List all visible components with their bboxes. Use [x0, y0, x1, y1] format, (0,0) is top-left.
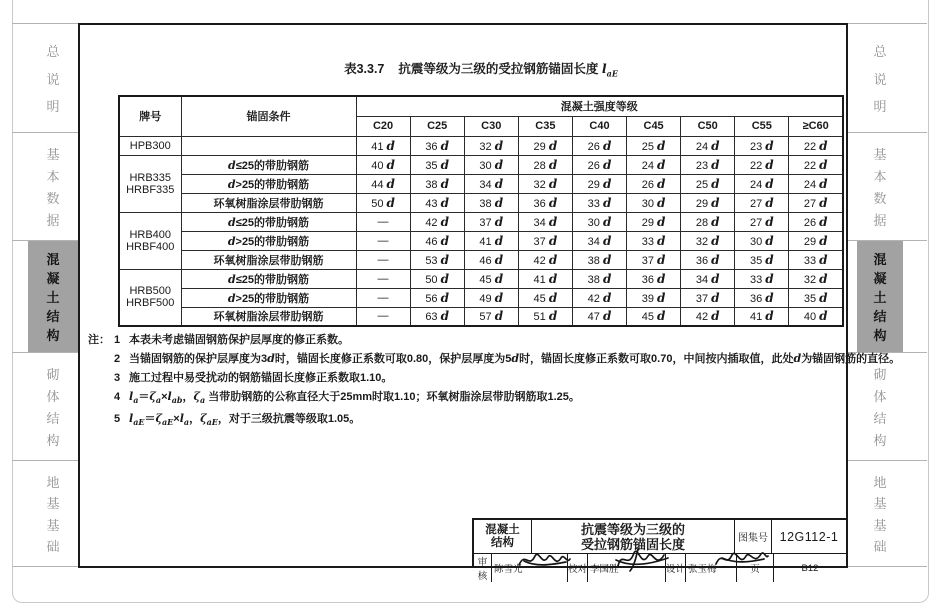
- anchorage-value-cell: 26 d: [627, 174, 681, 193]
- sidebar-item-label: 混 凝 土 结 构: [873, 252, 887, 343]
- sidebar-item-label: 总 说 明: [46, 43, 60, 115]
- anchorage-value-cell: 22 d: [789, 136, 843, 155]
- anchorage-value-cell: 33 d: [735, 269, 789, 288]
- strength-grade-header: C40: [572, 116, 626, 136]
- anchorage-value-cell: 26 d: [572, 155, 626, 174]
- symbol-laE: l: [601, 61, 607, 76]
- anchorage-value-cell: 26 d: [572, 136, 626, 155]
- anchorage-value-cell: 33 d: [627, 231, 681, 250]
- anchorage-value-cell: 56 d: [410, 288, 464, 307]
- anchorage-value-cell: 29 d: [572, 174, 626, 193]
- anchorage-value-cell: 38 d: [464, 193, 518, 212]
- anchorage-value-cell: 46 d: [410, 231, 464, 250]
- designer-name: 张玉梅: [686, 554, 737, 582]
- sidebar-item-4-left[interactable]: [12, 352, 78, 460]
- condition-cell: d≤25的带肋钢筋: [181, 155, 356, 174]
- anchorage-value-cell: 41 d: [356, 136, 410, 155]
- anchorage-value-cell: 34 d: [464, 174, 518, 193]
- strength-grade-header: ≥C60: [789, 116, 843, 136]
- anchorage-value-cell: 38 d: [572, 269, 626, 288]
- atlas-no-label: 图集号: [735, 520, 772, 553]
- designer-label: 设计: [666, 554, 686, 582]
- anchorage-value-cell: 34 d: [518, 212, 572, 231]
- anchorage-value-cell: 45 d: [464, 269, 518, 288]
- anchorage-value-cell: 42 d: [681, 307, 735, 326]
- sidebar-item-label: 基 本 数 据: [46, 147, 60, 228]
- anchorage-value-cell: 27 d: [735, 193, 789, 212]
- anchorage-value-cell: 32 d: [681, 231, 735, 250]
- anchorage-value-cell: 27 d: [789, 193, 843, 212]
- anchorage-value-cell: 36 d: [627, 269, 681, 288]
- note-item: 5 $l_{aE}=\zeta_{aE}\times l_a$，$\zeta_{aE}$，对于三级抗震等级取1.05。: [114, 412, 361, 428]
- sidebar-item-5-left[interactable]: [12, 460, 78, 567]
- page-label: 页: [737, 554, 774, 582]
- anchorage-value-cell: 30 d: [627, 193, 681, 212]
- anchorage-value-cell: 33 d: [572, 193, 626, 212]
- condition-cell: d≤25的带肋钢筋: [181, 212, 356, 231]
- anchorage-value-cell: 40 d: [789, 307, 843, 326]
- anchorage-value-cell: 38 d: [572, 250, 626, 269]
- anchorage-value-cell: 57 d: [464, 307, 518, 326]
- table-caption: 表3.3.7 抗震等级为三级的受拉钢筋锚固长度 $l_{aE}$: [344, 61, 618, 79]
- strength-grade-header: C55: [735, 116, 789, 136]
- anchorage-value-cell: 29 d: [681, 193, 735, 212]
- anchorage-value-cell: 30 d: [572, 212, 626, 231]
- anchorage-value-cell: 32 d: [518, 174, 572, 193]
- anchorage-value-cell: 38 d: [410, 174, 464, 193]
- sidebar-item-label: 混 凝 土 结 构: [46, 252, 60, 343]
- sidebar-item-3-right[interactable]: [848, 240, 927, 352]
- condition-cell: d>25的带肋钢筋: [181, 174, 356, 193]
- anchorage-value-cell: 35 d: [789, 288, 843, 307]
- condition-cell: d≤25的带肋钢筋: [181, 269, 356, 288]
- anchorage-value-cell: 50 d: [356, 193, 410, 212]
- anchorage-value-cell: —: [356, 231, 410, 250]
- anchorage-value-cell: 45 d: [627, 307, 681, 326]
- anchorage-value-cell: 34 d: [681, 269, 735, 288]
- sidebar-item-1-left[interactable]: [12, 23, 78, 132]
- table-row: [119, 174, 843, 193]
- sidebar-item-label: 地 基 基 础: [46, 474, 60, 555]
- table-row: [119, 136, 843, 155]
- anchorage-value-cell: 25 d: [681, 174, 735, 193]
- anchorage-value-cell: 32 d: [464, 136, 518, 155]
- condition-cell: 环氧树脂涂层带肋钢筋: [181, 307, 356, 326]
- strength-grade-header: C35: [518, 116, 572, 136]
- checker-signature-scribble: [612, 546, 672, 573]
- anchorage-value-cell: 39 d: [627, 288, 681, 307]
- anchorage-value-cell: 41 d: [518, 269, 572, 288]
- anchorage-value-cell: 28 d: [518, 155, 572, 174]
- condition-cell: d>25的带肋钢筋: [181, 231, 356, 250]
- sidebar-item-4-right[interactable]: [848, 352, 927, 460]
- anchorage-value-cell: 23 d: [735, 136, 789, 155]
- anchorage-value-cell: —: [356, 212, 410, 231]
- grade-cell: HPB300: [119, 136, 181, 155]
- anchorage-value-cell: 22 d: [789, 155, 843, 174]
- sheet-title: 抗震等级为三级的 受拉钢筋锚固长度: [532, 520, 735, 553]
- table-row: [119, 193, 843, 212]
- anchorage-value-cell: 43 d: [410, 193, 464, 212]
- table-row: [119, 288, 843, 307]
- anchorage-value-cell: 49 d: [464, 288, 518, 307]
- anchorage-value-cell: —: [356, 288, 410, 307]
- condition-cell: 环氧树脂涂层带肋钢筋: [181, 250, 356, 269]
- checker-name: 李国胜: [588, 554, 666, 582]
- anchorage-value-cell: 53 d: [410, 250, 464, 269]
- anchorage-value-cell: —: [356, 269, 410, 288]
- grade-cell: HRB400 HRBF400: [119, 212, 181, 269]
- anchorage-value-cell: 33 d: [789, 250, 843, 269]
- table-number: 表3.3.7: [344, 62, 385, 76]
- anchorage-value-cell: 29 d: [518, 136, 572, 155]
- anchorage-value-cell: 63 d: [410, 307, 464, 326]
- anchorage-value-cell: 51 d: [518, 307, 572, 326]
- strength-grade-header: C25: [410, 116, 464, 136]
- anchorage-value-cell: 35 d: [410, 155, 464, 174]
- note-item: 注： 1 本表未考虑锚固钢筋保护层厚度的修正系数。: [88, 334, 349, 346]
- anchorage-value-cell: 24 d: [627, 155, 681, 174]
- anchorage-value-cell: 36 d: [518, 193, 572, 212]
- anchorage-value-cell: 50 d: [410, 269, 464, 288]
- anchorage-value-cell: 32 d: [789, 269, 843, 288]
- sidebar-item-3-left[interactable]: [12, 240, 78, 352]
- designer-signature-scribble: [712, 546, 770, 572]
- note-text: 施工过程中易受扰动的钢筋锚固长度修正系数取1.10。: [129, 372, 393, 384]
- sidebar-item-label: 地 基 基 础: [873, 474, 887, 555]
- anchorage-value-cell: —: [356, 307, 410, 326]
- strength-grade-header: C30: [464, 116, 518, 136]
- table-row: [119, 250, 843, 269]
- table-row: [119, 231, 843, 250]
- sidebar-item-label: 基 本 数 据: [873, 147, 887, 228]
- condition-cell: [181, 136, 356, 155]
- note-text: $l_a=\zeta_a\times l_{ab}$，$\zeta_a$ 当带肋钢筋的公称直径大于25mm时取1.10；环氧树脂涂层带肋钢筋取1.25。: [129, 390, 580, 406]
- anchorage-value-cell: —: [356, 250, 410, 269]
- anchorage-value-cell: 28 d: [681, 212, 735, 231]
- col-header-condition: 锚固条件: [181, 96, 356, 136]
- sidebar-item-2-left[interactable]: [12, 132, 78, 240]
- strength-grade-header: C20: [356, 116, 410, 136]
- page-number: B12: [801, 562, 819, 574]
- note-item: 2 当锚固钢筋的保护层厚度为3d时，锚固长度修正系数可取0.80，保护层厚度为5d时，锚固长度修正系数可取0.70，中间按内插取值，此处d为锚固钢筋的直径。: [114, 352, 901, 365]
- anchorage-value-cell: 37 d: [627, 250, 681, 269]
- anchorage-value-cell: 41 d: [464, 231, 518, 250]
- anchorage-value-cell: 30 d: [464, 155, 518, 174]
- atlas-no-value: 12G112-1: [779, 529, 839, 544]
- anchorage-value-cell: 41 d: [735, 307, 789, 326]
- anchorage-value-cell: 23 d: [681, 155, 735, 174]
- checker-label: 校对: [568, 554, 588, 582]
- anchorage-value-cell: 34 d: [572, 231, 626, 250]
- sidebar-item-label: 砌 体 结 构: [46, 367, 60, 448]
- anchorage-value-cell: 37 d: [681, 288, 735, 307]
- anchorage-value-cell: 45 d: [518, 288, 572, 307]
- anchorage-value-cell: 42 d: [518, 250, 572, 269]
- table-row: [119, 155, 843, 174]
- anchorage-value-cell: 42 d: [410, 212, 464, 231]
- table-row: [119, 269, 843, 288]
- anchorage-value-cell: 25 d: [627, 136, 681, 155]
- condition-cell: d>25的带肋钢筋: [181, 288, 356, 307]
- col-header-grade: 牌号: [119, 96, 181, 136]
- anchorage-value-cell: 30 d: [735, 231, 789, 250]
- sidebar-item-1-right[interactable]: [848, 23, 927, 132]
- col-header-concrete-group: 混凝土强度等级: [356, 96, 843, 116]
- sidebar-item-5-right[interactable]: [848, 460, 927, 567]
- anchorage-value-cell: 24 d: [789, 174, 843, 193]
- sidebar-item-label: 总 说 明: [873, 43, 887, 115]
- table-title: 抗震等级为三级的受拉钢筋锚固长度: [398, 62, 599, 76]
- reviewer-label: 审核: [474, 554, 492, 582]
- grade-cell: HRB500 HRBF500: [119, 269, 181, 326]
- note-text: $l_{aE}=\zeta_{aE}\times l_a$，$\zeta_{aE}$，对于三级抗震等级取1.05。: [129, 412, 361, 428]
- grade-cell: HRB335 HRBF335: [119, 155, 181, 212]
- anchorage-value-cell: 37 d: [518, 231, 572, 250]
- reviewer-name: 陈雪光: [492, 554, 568, 582]
- anchorage-value-cell: 35 d: [735, 250, 789, 269]
- anchorage-value-cell: 24 d: [681, 136, 735, 155]
- anchorage-value-cell: 29 d: [789, 231, 843, 250]
- sidebar-item-label: 砌 体 结 构: [873, 367, 887, 448]
- sidebar-item-2-right[interactable]: [848, 132, 927, 240]
- anchorage-value-cell: 46 d: [464, 250, 518, 269]
- anchorage-value-cell: 29 d: [627, 212, 681, 231]
- anchorage-value-cell: 37 d: [464, 212, 518, 231]
- anchorage-value-cell: 40 d: [356, 155, 410, 174]
- table-row: [119, 307, 843, 326]
- strength-grade-header: C50: [681, 116, 735, 136]
- table-row: [119, 212, 843, 231]
- anchorage-value-cell: 22 d: [735, 155, 789, 174]
- anchorage-value-cell: 42 d: [572, 288, 626, 307]
- note-text: 当锚固钢筋的保护层厚度为3d时，锚固长度修正系数可取0.80，保护层厚度为5d时，锚固长度修正系数可取0.70，中间按内插取值，此处d为锚固钢筋的直径。: [129, 352, 901, 365]
- anchorage-length-table: [118, 95, 844, 327]
- anchorage-value-cell: 36 d: [681, 250, 735, 269]
- anchorage-value-cell: 24 d: [735, 174, 789, 193]
- anchorage-value-cell: 36 d: [735, 288, 789, 307]
- anchorage-value-cell: 26 d: [789, 212, 843, 231]
- strength-grade-header: C45: [627, 116, 681, 136]
- category-cell: 混凝土 结构: [474, 520, 532, 553]
- anchorage-value-cell: 27 d: [735, 212, 789, 231]
- note-item: 4 $l_a=\zeta_a\times l_{ab}$，$\zeta_a$ 当带肋钢筋的公称直径大于25mm时取1.10；环氧树脂涂层带肋钢筋取1.25。: [114, 390, 580, 406]
- note-text: 本表未考虑锚固钢筋保护层厚度的修正系数。: [129, 334, 349, 346]
- reviewer-signature-scribble: [516, 548, 572, 572]
- note-item: 3 施工过程中易受扰动的钢筋锚固长度修正系数取1.10。: [114, 372, 393, 384]
- anchorage-value-cell: 47 d: [572, 307, 626, 326]
- condition-cell: 环氧树脂涂层带肋钢筋: [181, 193, 356, 212]
- anchorage-value-cell: 44 d: [356, 174, 410, 193]
- anchorage-value-cell: 36 d: [410, 136, 464, 155]
